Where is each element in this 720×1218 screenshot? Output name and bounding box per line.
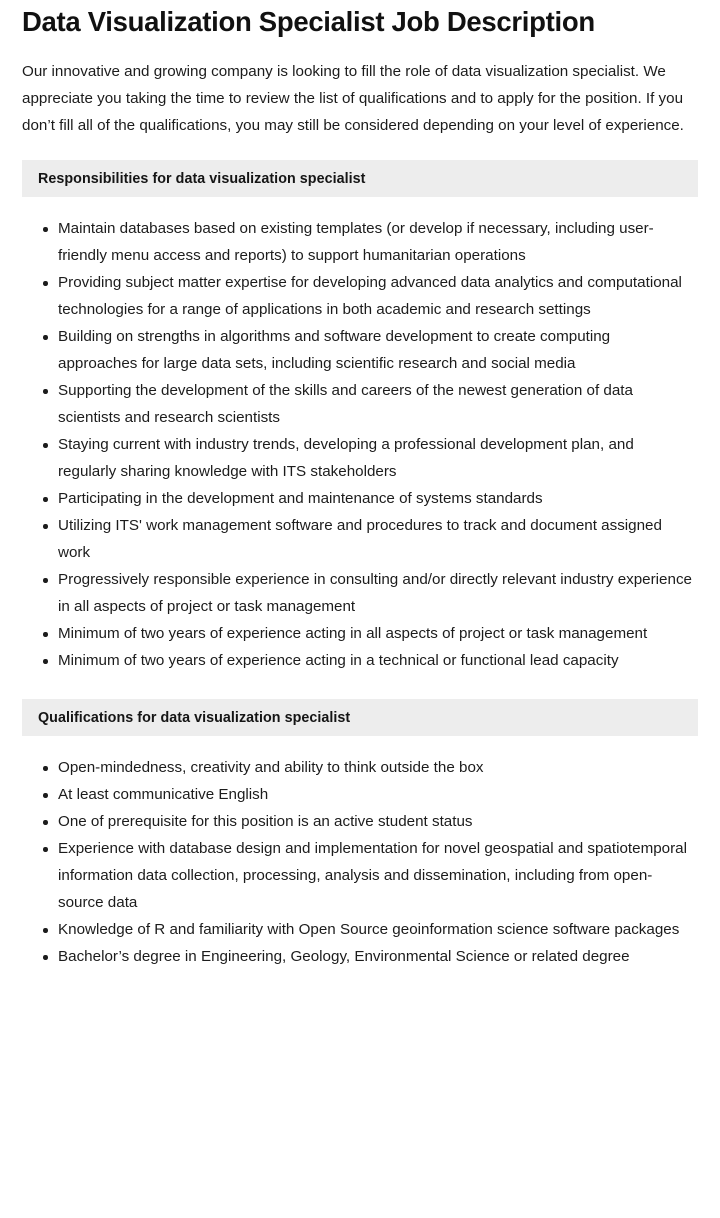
list-item: Providing subject matter expertise for developing advanced data analytics and computational technologies for a range of applications in both academic and research settings [22,269,698,323]
qualifications-list [22,736,698,970]
section-body-responsibilities [22,197,698,678]
list-item: Supporting the development of the skills and careers of the newest generation of data scientists and research scientists [22,377,698,431]
list-item: Utilizing ITS' work management software and procedures to track and document assigned work [22,512,698,566]
responsibilities-list [22,197,698,674]
list-item: Maintain databases based on existing templates (or develop if necessary, including user-friendly menu access and reports) to support humanitarian operations [22,215,698,269]
list-item: Minimum of two years of experience acting in all aspects of project or task management [22,620,698,647]
intro-paragraph: Our innovative and growing company is looking to fill the role of data visualization specialist. We appreciate you taking the time to review the list of qualifications and to apply for the position. If you don’t fill all of the qualifications, you may still be considered depending on your level of experience. [22,63,684,135]
page-title: Data Visualization Specialist Job Description [22,6,595,37]
list-item: One of prerequisite for this position is an active student status [22,808,698,835]
section-body-qualifications [22,736,698,970]
section-responsibilities [22,160,698,678]
list-item: Minimum of two years of experience acting in a technical or functional lead capacity [22,647,698,674]
list-item: Progressively responsible experience in consulting and/or directly relevant industry experience in all aspects of project or task management [22,566,698,620]
section-header-responsibilities [22,160,698,197]
list-item: Staying current with industry trends, developing a professional development plan, and regularly sharing knowledge with ITS stakeholders [22,431,698,485]
section-header-qualifications [22,699,698,736]
list-item: Participating in the development and maintenance of systems standards [22,485,698,512]
list-item: Building on strengths in algorithms and software development to create computing approaches for large data sets, including scientific research and social media [22,323,698,377]
list-item: Bachelor’s degree in Engineering, Geology, Environmental Science or related degree [22,943,698,970]
list-item: Knowledge of R and familiarity with Open Source geoinformation science software packages [22,916,698,943]
section-heading-text: Responsibilities for data visualization specialist [38,170,366,187]
list-item: At least communicative English [22,781,698,808]
section-heading-text: Qualifications for data visualization specialist [38,709,351,726]
list-item: Experience with database design and implementation for novel geospatial and spatiotemporal information data collection, processing, analysis and dissemination, including from open-source data [22,835,698,916]
list-item: Open-mindedness, creativity and ability to think outside the box [22,754,698,781]
section-qualifications [22,699,698,970]
